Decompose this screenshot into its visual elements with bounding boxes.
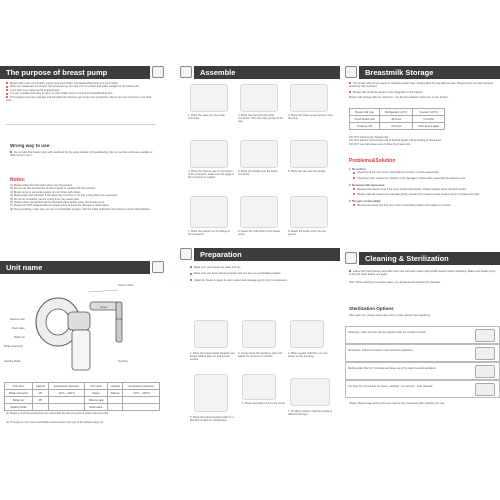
wrong-use-text: Do not take this breast pump with machines for the early initiation of breastfeeding. Do not use the nozzle as a pacifier or other area to use it. (10, 151, 153, 158)
table-row: Bottle connector PP -20°C ~ 120°C Nipple Silicone -20°C ~ 200°C (5, 390, 160, 397)
prep-image-4 (194, 374, 228, 412)
note-item: (1) Please follow the instruction when use this product. (10, 184, 73, 187)
step-caption-4: 4. Place the silicone cap on the bottom of the connector, make sure the edge of the connector is sealed. (188, 170, 234, 180)
cleaning-title: Cleaning & Sterilization (365, 254, 449, 263)
problem-item: 3. The pain suction ability (349, 200, 381, 204)
step-image-8 (240, 196, 278, 228)
sterilize-option: Microwave: Follow microwave oven instruction guidance. (345, 344, 500, 362)
table-header-row: Breast milk type Refrigerator (+4°C) Freezer (-18°C) (350, 109, 445, 116)
label-suction-valve: Suction valve (118, 284, 134, 287)
purpose-item: It is very portable and easy to carry, so that it helps mom to extend the breastfeeding time. (6, 92, 156, 95)
unit-header (0, 261, 150, 274)
problem-item: 1. No suction: (349, 168, 367, 171)
step-image-4 (190, 140, 228, 168)
purpose-item: This breast pump can massage and stimulate the breast to get some more production. Moms can use it at home or for their work. (6, 95, 152, 103)
note-item: (3) Breast pump is personal product, do not share with others. (10, 190, 82, 194)
note-item: (5) Do not sit constantly, use for a long time may cause pain. (10, 197, 80, 201)
prep-caption-2: 2. Gently press the handle to start and adjust the pressure to comfort. (238, 352, 282, 359)
sterilize-title: Sterilization Options (349, 306, 394, 311)
purpose-header (0, 66, 150, 79)
hands-icon (180, 248, 192, 260)
note-item: (7) Please DO NOT disassemble the breast pump to avoid the damage or deformation. (10, 204, 110, 208)
label-nipple: Nipple (100, 306, 108, 309)
final-note: Notice: Please keep all the parts are must be dry completely after sterilizing for use. (349, 402, 445, 405)
preparation-list: Make sure your hands are clean and dry. Make sure you have relaxed yourself, and you are in a comfortable position. Clean the breast & nipple by warm water and massage gently prior to expression. (190, 266, 338, 282)
table-row: Feeding bottle Duck valve (5, 404, 160, 411)
step-caption-9: 9. Attach the bottle cover into the groove. (288, 230, 326, 237)
step-image-5 (240, 140, 278, 168)
label-duck-valve: Duck valve (12, 327, 25, 330)
cleaning-text: Leave with fresh breast pump after each use with warm water using bottle cleaner before sterilizing. Make sure breast pump is dry and clean before use again. Note: When washing the suction valve, you should avoid scratching by damage. (349, 270, 496, 284)
prep-caption-6: 6. Place the breast feeding bottle on a flat hard surface for refrigeration. (190, 416, 234, 423)
prep-caption-5: 5. Press the bottle nut from the pump. (242, 402, 286, 405)
label-silicone-seal: Silicone seal (10, 318, 25, 321)
problems-title: Problems&Solution (349, 158, 396, 164)
step-caption-6: 6. Place the cap onto the handle. (288, 170, 326, 173)
table-header-row: Unit name material temperature tolerance Unit name material temperature tolerance (5, 383, 160, 390)
parts-icon (152, 261, 164, 273)
purpose-item: Breast milk is the most healthy supply feed each infant. A breastfeeding pump is a good helper. (6, 82, 156, 85)
notes-list (10, 184, 160, 211)
prep-caption-1: 1. Place the breast shield towards your breast without gaps on and ensure suction. (190, 352, 235, 362)
bottle-icon (475, 383, 495, 396)
fridge-icon (345, 66, 357, 78)
sterilize-option: Dry heat: Do not put into the steam, sterilizer - hot and dry - heat: Allowed (345, 380, 500, 398)
steamer-icon (475, 329, 495, 342)
cleaning-header (359, 252, 500, 265)
storage-notes: DO NOT refreeze the thawed milk. DO NOT add the fresh breast milk to thawed breast milk according to these lines. DO NOT use microwave oven to thaw the breast milk. (349, 136, 443, 146)
purpose-item: It can help mom relieving the engorgement. (6, 89, 156, 92)
sterilize-option: Boiling water: Boil for 5 minutes and keep out of the reach to avoid accidents. (345, 362, 500, 380)
prep-image-1 (194, 320, 228, 348)
storage-header (359, 66, 500, 79)
prep-caption-3: 3. When regular milk flow, you can speed up the pumping. (288, 352, 328, 359)
preparation-header (194, 248, 340, 261)
step-image-6 (290, 140, 328, 168)
purpose-title: The purpose of breast pump (6, 68, 108, 77)
storage-table (349, 108, 445, 130)
step-image-9 (290, 196, 328, 228)
note-item: (2) Do not use the accessories of other brands to replace with this product. (10, 187, 96, 191)
prep-image-3 (290, 320, 324, 348)
sterilize-option: Steaming: make sure all units are placed under the surface of bottle. (345, 326, 500, 344)
wrench-icon (180, 66, 192, 78)
prep-image-7 (290, 378, 330, 406)
preparation-title: Preparation (200, 250, 242, 259)
materials-table (4, 382, 160, 411)
divider (6, 124, 156, 125)
table-row: Fresh breast milk 48 hours 3 months (350, 116, 445, 123)
sponge-icon (345, 252, 357, 264)
label-feeding-bottle: Feeding Bottle (4, 360, 21, 363)
step-caption-5: 5. Place the handle onto the bottle connector. (238, 170, 278, 177)
label-bottle-connector: Bottle connector (4, 345, 23, 348)
prep-image-5 (242, 374, 276, 400)
storage-text: The breast milk can be stored in sterilized plastic bags. Always label the bag with the date. Breast pump cup with container should be fully sterilized. Breast milk should be stored in the refrigerator or the freezer. Breast milk storage table for reference, only the time stated is reference on the freezer: (349, 82, 494, 100)
breast-pump-diagram (28, 282, 128, 380)
step-image-1 (190, 84, 228, 112)
microwave-icon (475, 347, 495, 360)
storage-title: Breastmilk Storage (365, 68, 434, 77)
prep-image-2 (242, 320, 276, 348)
purpose-list (6, 82, 156, 102)
problems-list: 1. No suction: Checking all the units and re-assembling correctly, or clean reassembly. Checking pump suction line whether it has damage or deformation especially the silicone units. 2. No breast milk expression: Replace the breast pump if the pump shows bad suction. Please replace all pumps with suction. Please relax the breast and massage gently, pressing the breast to clear. Ensure pump not placed too tight. 3. The pain suction ability Remove the pump and find your more comfortable position and make a re-suction. (349, 168, 497, 207)
problem-item: 2. No breast milk expression: (349, 184, 386, 188)
assemble-title: Assemble (200, 68, 236, 77)
notes-title: Notes: (10, 177, 26, 183)
step-caption-8: 8. Attach the milk bottle to the breast pump. (238, 230, 280, 237)
note-item: (6) Please clean and sterilize all the cleanable parts before using this breast pump. (10, 201, 105, 205)
table-row: Thawing milk 24 hours Can't freeze again (350, 123, 445, 130)
note-item: (8) During working, make sure you are in comfortable position, with the bottle held below the breast to avoid milk backflow. (10, 207, 151, 211)
document-icon (152, 66, 164, 78)
sterilize-intro: After each use, please wash each unit by bottle cleaner then sterilizing. (349, 314, 431, 317)
step-image-7 (190, 196, 228, 228)
table-notes: (1) Please put all the accessories dry, especially the silicone parts to avoid mold and odor. (2) Throughout, the most comfortable suction level is the type of the default stage (1). (6, 412, 110, 425)
purpose-item: When the babies are not around, this breast pump can help mom to extract and make storage for the breast milk. (6, 85, 156, 88)
step-caption-7: 7. Place the cushion on the flange of the connector. (188, 230, 230, 237)
step-caption-3: 3. Place the bottle up and screw it onto the body. (288, 114, 333, 121)
step-caption-1: 1. Place the valve into the bottle connector. (188, 114, 225, 121)
label-bottle: Bottle (116, 318, 123, 321)
wrong-use-title: Wrong way to use: (10, 143, 51, 148)
note-item: (4) Please take care carefully. If the assembly is wrong or not tidy, it may affect the expression. (10, 194, 119, 198)
pot-icon (475, 365, 495, 378)
assemble-header (194, 66, 340, 79)
step-image-2 (240, 84, 278, 112)
step-caption-2: 2. Place the teat onto the bottle connector. Then the outer portion of the teat. (238, 114, 284, 124)
unit-title: Unit name (6, 263, 43, 272)
label-bottle-nut: Bottle nut (14, 336, 25, 339)
label-teething: Teething (118, 360, 128, 363)
table-row: Bottle nut PP Silicone seal (5, 397, 160, 404)
step-image-3 (290, 84, 328, 112)
prep-caption-7: 7. To adjust suction, hold the handle to different strength. (288, 410, 333, 417)
